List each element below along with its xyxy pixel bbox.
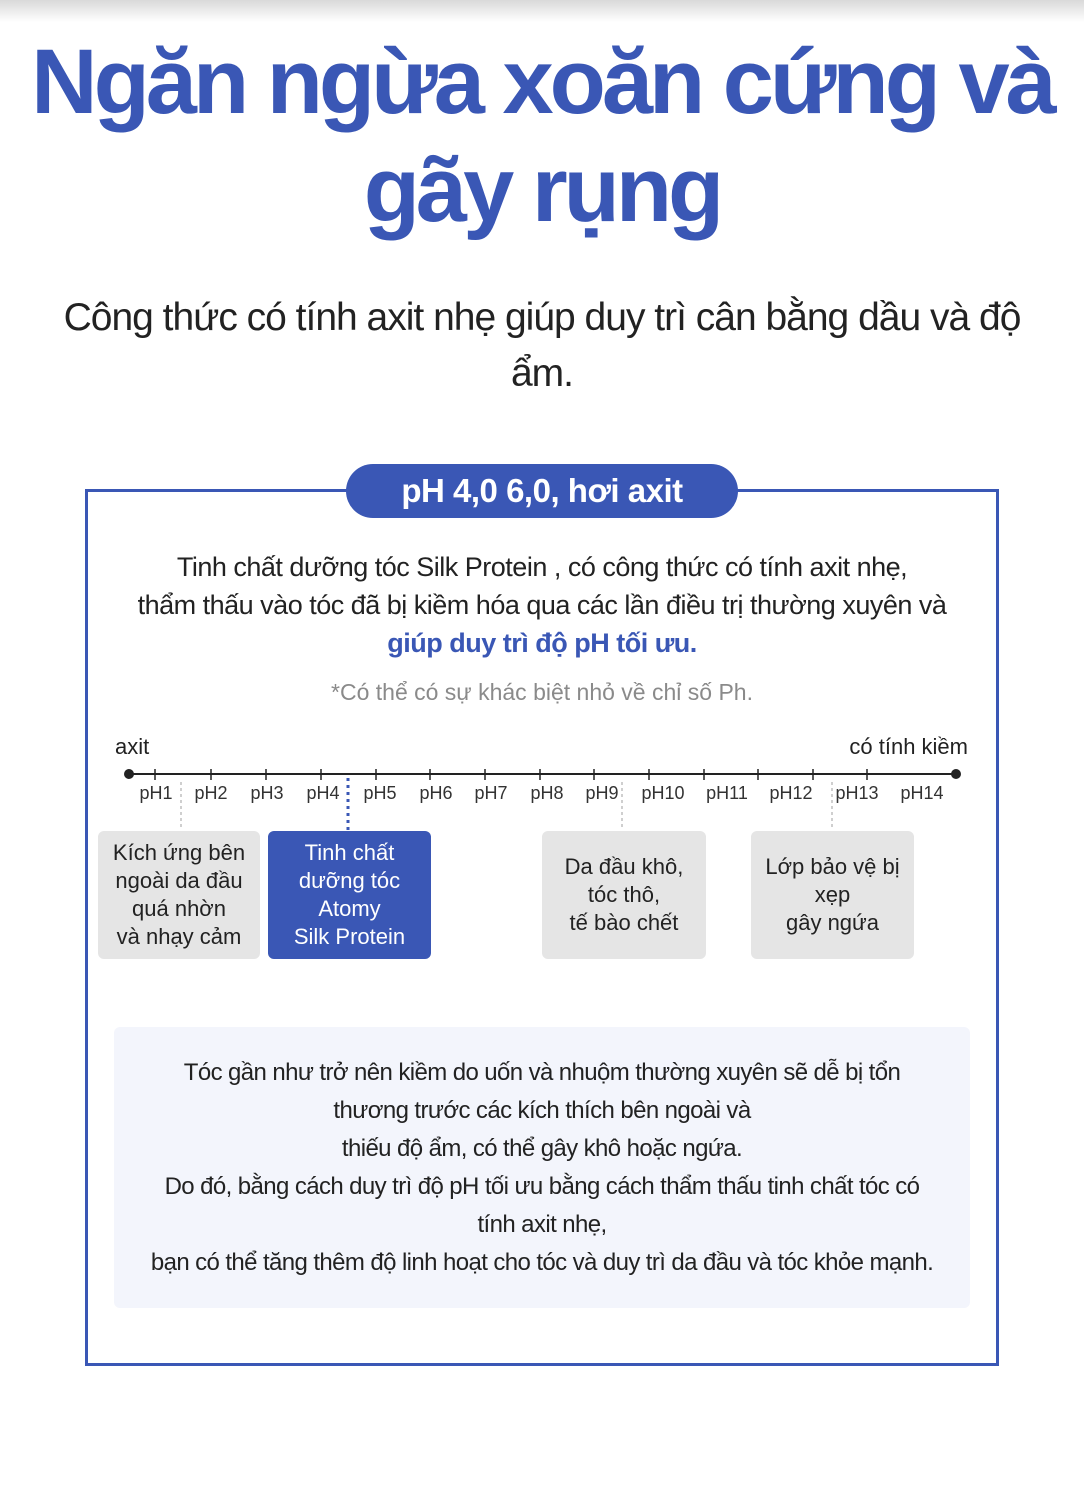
tick-label-ph6: pH6 [419,783,453,803]
subtitle-line-2: ẩm. [510,352,573,395]
tick-label-ph7: pH7 [474,783,508,803]
description-highlight: giúp duy trì độ pH tối ưu. [387,628,697,658]
tick-label-ph10: pH10 [641,783,685,803]
box-2-line-2: dưỡng tóc [298,868,401,893]
box-2-line-1: Tinh chất [304,840,395,865]
axis-start-dot [124,769,134,779]
description-line-1: Tinh chất dưỡng tóc Silk Protein , có công thức có tính axit nhẹ, [176,552,908,582]
title-line-1: Ngăn ngừa xoăn cứng và [31,31,1053,133]
ph-range-badge: pH 4,0 6,0, hơi axit [346,464,738,518]
box-4-line-2: xẹp [814,882,851,907]
tick-label-ph2: pH2 [194,783,228,803]
subtitle-line-1: Công thức có tính axit nhẹ giúp duy trì cân bằng dầu và độ [63,296,1021,339]
tick-label-ph9: pH9 [585,783,619,803]
info-line-5: tính axit nhẹ, [477,1211,607,1238]
info-line-2: thương trước các kích thích bên ngoài và [333,1097,751,1124]
tick-label-ph5: pH5 [363,783,397,803]
box-1-line-3: quá nhờn [132,896,226,921]
info-panel [114,1027,970,1308]
tick-label-ph1: pH1 [139,783,173,803]
ph-disclaimer: *Có thể có sự khác biệt nhỏ về chỉ số Ph. [331,679,753,705]
box-3-line-2: tóc thô, [587,882,661,907]
box-2-line-3: Atomy [318,896,381,921]
info-line-6: bạn có thể tăng thêm độ linh hoạt cho tóc và duy trì da đầu và tóc khỏe mạnh. [150,1249,934,1276]
tick-label-ph8: pH8 [530,783,564,803]
info-line-3: thiếu độ ẩm, có thể gây khô hoặc ngứa. [341,1135,743,1162]
box-4-line-3: gây ngứa [785,910,880,935]
description-line-2: thẩm thấu vào tóc đã bị kiềm hóa qua các lần điều trị thường xuyên và [137,590,947,620]
tick-label-ph11: pH11 [706,783,748,803]
tick-label-ph4: pH4 [306,783,340,803]
box-3-line-1: Da đầu khô, [564,854,684,879]
box-1-line-2: ngoài da đầu [115,868,243,893]
box-3-line-3: tế bào chết [569,910,679,935]
tick-label-ph3: pH3 [250,783,284,803]
info-line-4: Do đó, bằng cách duy trì độ pH tối ưu bằng cách thẩm thấu tinh chất tóc có [164,1173,920,1200]
axis-end-dot [951,769,961,779]
box-2-line-4: Silk Protein [293,924,406,949]
box-barrier-damage [751,831,914,959]
tick-label-ph14: pH14 [900,783,944,803]
scale-acid-label: axit [115,734,150,759]
box-silk-protein [268,831,431,959]
title-line-2: gãy rụng [363,139,721,241]
tick-label-ph12: pH12 [769,783,813,803]
box-1-line-4: và nhạy cảm [116,924,242,949]
scale-alkaline-label: có tính kiềm [849,734,968,759]
tick-label-ph13: pH13 [835,783,879,803]
box-oily-scalp [98,831,260,959]
box-dry-scalp [542,831,706,959]
box-1-line-1: Kích ứng bên [112,840,246,865]
info-line-1: Tóc gần như trở nên kiềm do uốn và nhuộm thường xuyên sẽ dễ bị tổn [183,1059,901,1086]
box-4-line-1: Lớp bảo vệ bị [765,854,900,879]
